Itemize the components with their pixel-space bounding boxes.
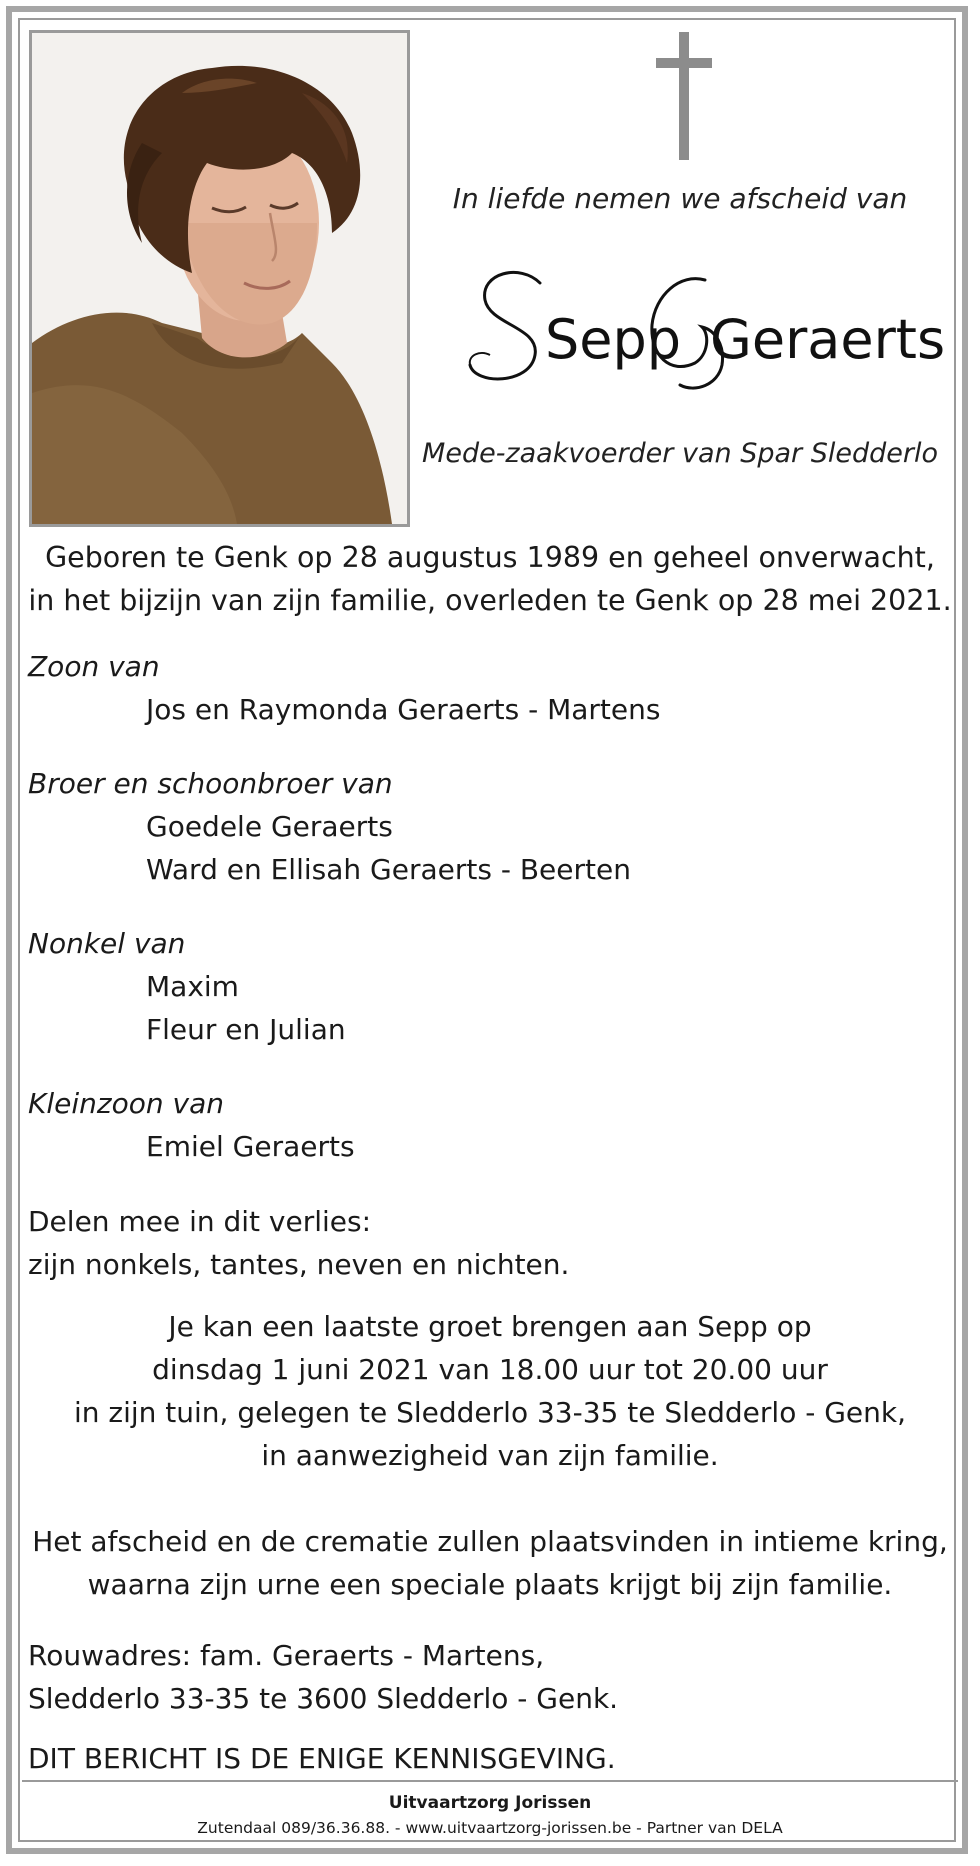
- intro-text: In liefde nemen we afscheid van: [452, 182, 908, 215]
- visitation-text: [22, 1305, 958, 1477]
- last-name-text: Geraerts: [710, 308, 946, 371]
- visitation-line: Je kan een laatste groet brengen aan Sepp op: [168, 1310, 812, 1343]
- visitation-line: in aanwezigheid van zijn familie.: [261, 1439, 719, 1472]
- first-name-text: Sepp: [545, 308, 682, 371]
- sharing-line: zijn nonkels, tantes, neven en nichten.: [28, 1248, 570, 1281]
- funeral-home-contact: Zutendaal 089/36.36.88. - www.uitvaartzorg-jorissen.be - Partner van DELA: [197, 1819, 783, 1837]
- sharing-line: Delen mee in dit verlies:: [28, 1205, 372, 1238]
- visitation-line: dinsdag 1 juni 2021 van 18.00 uur tot 20.00 uur: [152, 1353, 828, 1386]
- relation-heading: Kleinzoon van: [28, 1087, 224, 1120]
- death-line: in het bijzijn van zijn familie, overleden te Genk op 28 mei 2021.: [28, 584, 952, 617]
- funeral-home-name: Uitvaartzorg Jorissen: [388, 1793, 592, 1813]
- address-line: Rouwadres: fam. Geraerts - Martens,: [28, 1639, 545, 1672]
- relation-grandson-of: [28, 1082, 928, 1168]
- cremation-line: waarna zijn urne een speciale plaats krijgt bij zijn familie.: [87, 1568, 893, 1601]
- relation-name: Fleur en Julian: [146, 1013, 346, 1046]
- cremation-line: Het afscheid en de crematie zullen plaatsvinden in intieme kring,: [32, 1525, 948, 1558]
- relation-heading: Nonkel van: [28, 927, 186, 960]
- relation-name: Ward en Ellisah Geraerts - Beerten: [146, 853, 631, 886]
- sharing-text: [28, 1200, 948, 1286]
- relation-name: Jos en Raymonda Geraerts - Martens: [146, 693, 661, 726]
- footer-divider: [22, 1780, 958, 1782]
- deceased-name: [440, 255, 946, 395]
- notice-text: [28, 1737, 948, 1780]
- relation-heading: Zoon van: [28, 650, 160, 683]
- cremation-text: [22, 1520, 958, 1606]
- role-subtitle: Mede-zaakvoerder van Spar Sledderlo: [422, 438, 938, 469]
- relation-son-of: [28, 645, 928, 731]
- notice-line: DIT BERICHT IS DE ENIGE KENNISGEVING.: [28, 1742, 616, 1775]
- birth-line: Geboren te Genk op 28 augustus 1989 en geheel onverwacht,: [45, 541, 935, 574]
- relation-name: Maxim: [146, 970, 239, 1003]
- address-text: [28, 1634, 948, 1720]
- relation-uncle-of: [28, 922, 928, 1051]
- portrait-photo: [29, 30, 410, 527]
- relation-name: Emiel Geraerts: [146, 1130, 355, 1163]
- cross-icon: [656, 32, 712, 160]
- visitation-line: in zijn tuin, gelegen te Sledderlo 33-35 te Sledderlo - Genk,: [73, 1396, 907, 1429]
- birth-death-text: [22, 536, 958, 622]
- address-line: Sledderlo 33-35 te 3600 Sledderlo - Genk.: [28, 1682, 619, 1715]
- relation-brother-of: [28, 762, 928, 891]
- relation-heading: Broer en schoonbroer van: [28, 767, 393, 800]
- relation-name: Goedele Geraerts: [146, 810, 393, 843]
